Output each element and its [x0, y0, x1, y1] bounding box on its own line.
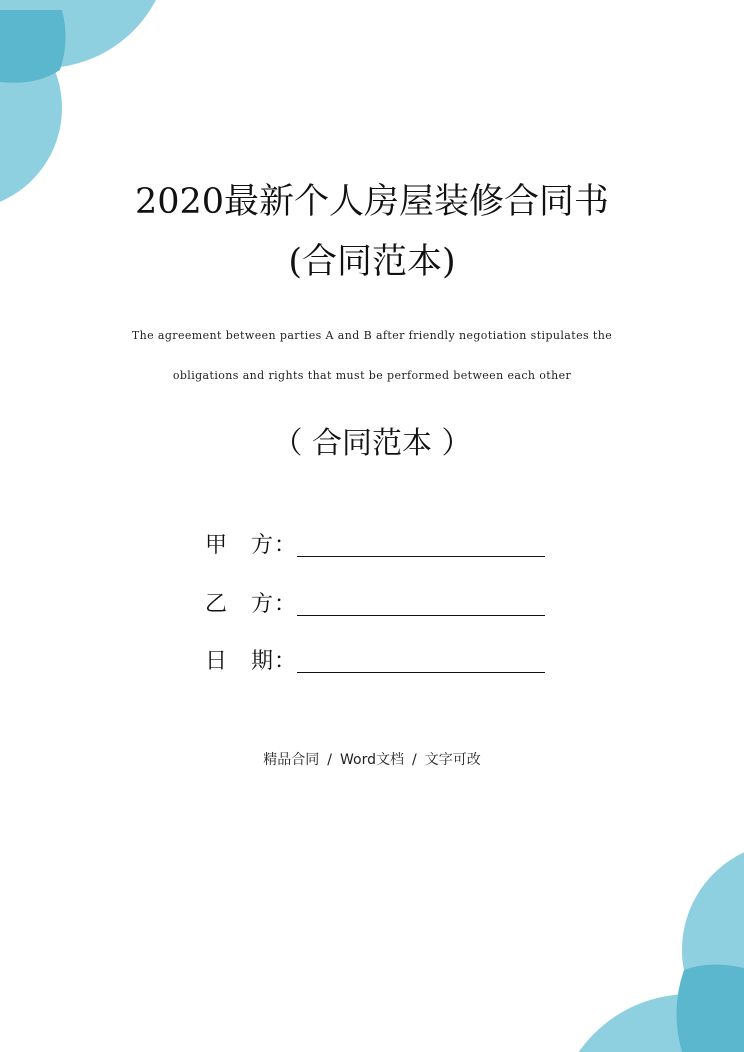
footer-tagline — [0, 750, 744, 770]
date-field — [205, 646, 545, 676]
bottom-right-small-circle — [682, 842, 744, 1052]
party-a-label: 甲 方： — [205, 533, 298, 558]
bottom-right-large-circle — [554, 994, 744, 1052]
footer-part-1: 精品合同 — [263, 752, 320, 768]
subtitle-line-1: The agreement between parties A and B after friendly negotiation stipulates the — [131, 329, 613, 342]
date-label: 日 期： — [205, 649, 298, 674]
party-b-field — [205, 589, 545, 619]
footer-part-2: Word文档 — [340, 752, 404, 768]
party-a-blank-line[interactable] — [297, 553, 545, 557]
footer-separator-1: / — [327, 752, 332, 768]
party-a-field — [205, 530, 545, 560]
document-title-line-1: 2020最新个人房屋装修合同书 — [134, 182, 610, 222]
party-b-blank-line[interactable] — [297, 612, 545, 616]
top-left-overlap — [0, 10, 66, 83]
party-b-label: 乙 方： — [205, 592, 298, 617]
top-left-large-circle — [0, 0, 170, 68]
document-title-line-2: (合同范本) — [288, 242, 456, 282]
section-title: （ 合同范本 ） — [272, 426, 472, 461]
footer-separator-2: / — [411, 752, 417, 768]
bottom-right-overlap — [676, 964, 744, 1052]
subtitle-line-2: obligations and rights that must be performed between each other — [172, 369, 572, 382]
date-blank-line[interactable] — [297, 669, 545, 673]
footer-part-3: 文字可改 — [424, 752, 481, 768]
